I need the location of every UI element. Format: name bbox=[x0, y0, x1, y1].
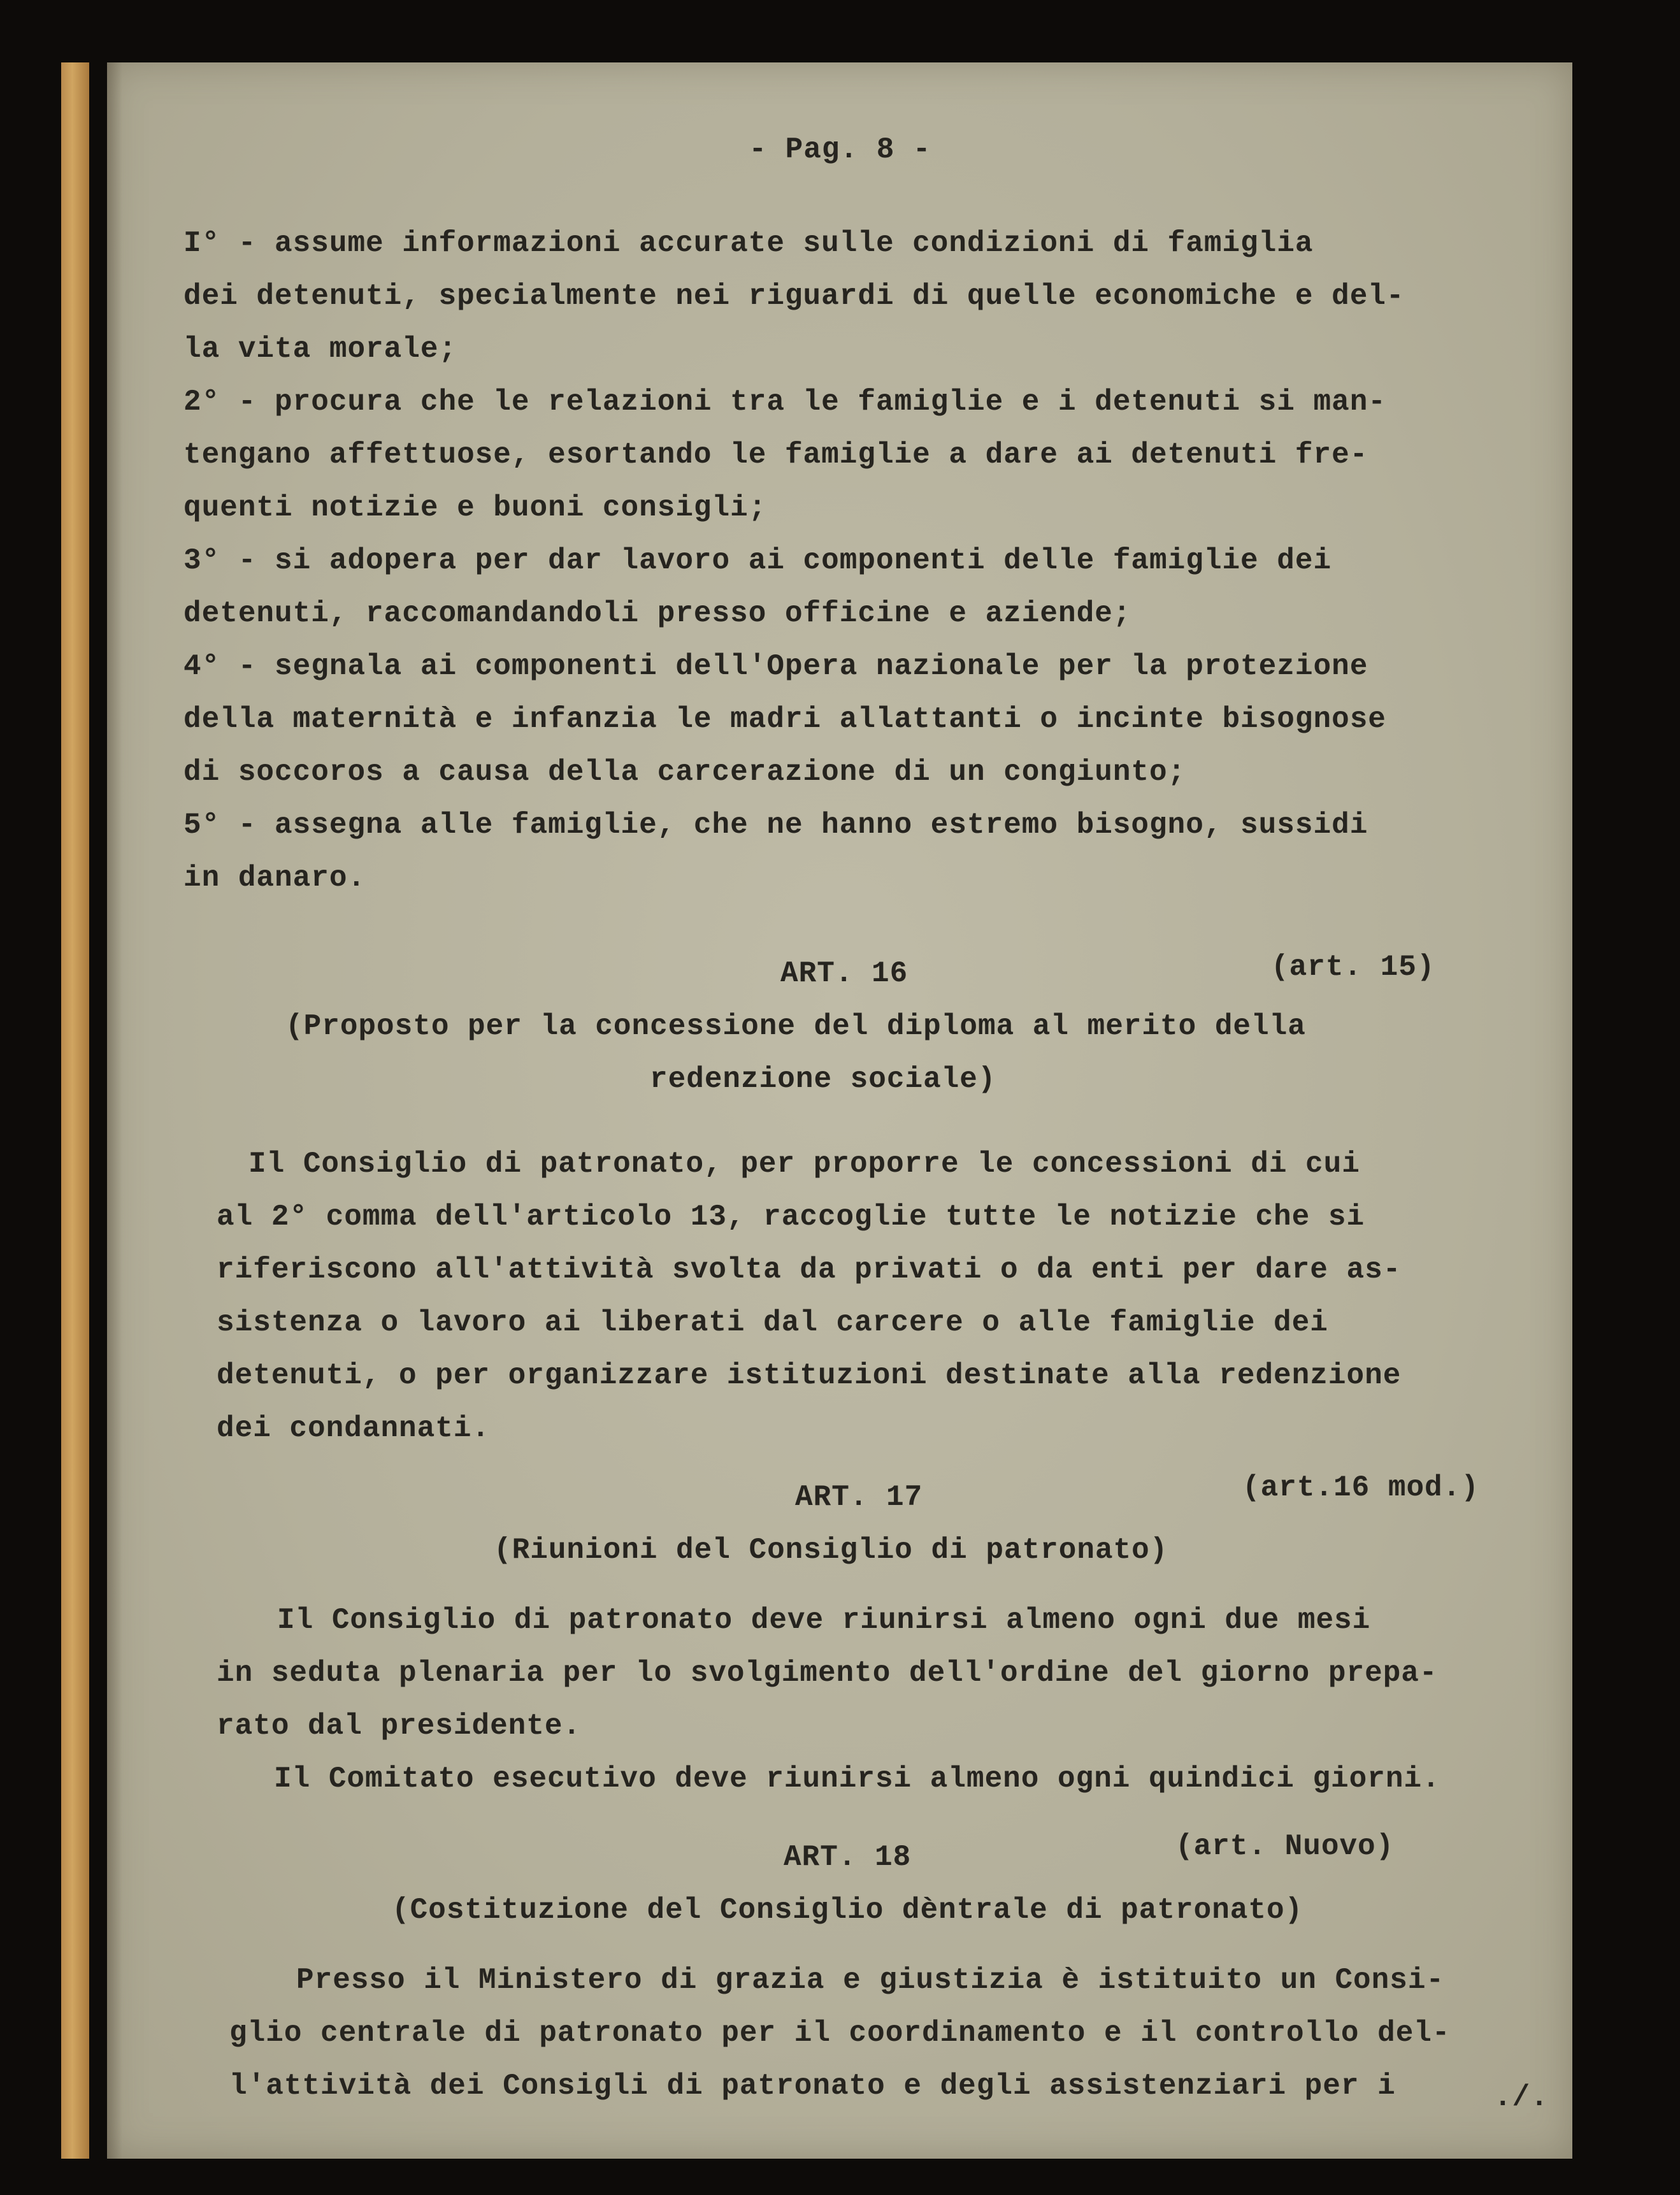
text-line-3: la vita morale; bbox=[183, 333, 457, 366]
art16-body-6: dei condannati. bbox=[217, 1412, 491, 1445]
page-header: - Pag. 8 - bbox=[749, 133, 931, 166]
art18-body-3: l'attività dei Consigli di patronato e degli assistenziari per i bbox=[229, 2069, 1396, 2103]
art16-body-2: al 2° comma dell'articolo 13, raccoglie tutte le notizie che si bbox=[217, 1200, 1365, 1234]
text-line-6: quenti notizie e buoni consigli; bbox=[183, 491, 767, 524]
art17-ref: (art.16 mod.) bbox=[1242, 1471, 1479, 1504]
art17-body-3: rato dal presidente. bbox=[217, 1709, 582, 1743]
art16-body-4: sistenza o lavoro ai liberati dal carcere o alle famiglie dei bbox=[217, 1306, 1328, 1339]
art18-heading: ART. 18 bbox=[784, 1841, 912, 1874]
art17-body-2: in seduta plenaria per lo svolgimento dell'ordine del giorno prepa- bbox=[217, 1657, 1438, 1690]
art16-body-1: Il Consiglio di patronato, per proporre le concessioni di cui bbox=[248, 1148, 1360, 1181]
text-line-1: I° - assume informazioni accurate sulle condizioni di famiglia bbox=[183, 227, 1314, 260]
text-line-7: 3° - si adopera per dar lavoro ai componenti delle famiglie dei bbox=[183, 544, 1332, 577]
art18-title: (Costituzione del Consiglio dèntrale di patronato) bbox=[392, 1894, 1303, 1927]
art16-body-5: detenuti, o per organizzare istituzioni destinate alla redenzione bbox=[217, 1359, 1402, 1392]
art16-heading: ART. 16 bbox=[780, 957, 908, 990]
art17-title: (Riunioni del Consiglio di patronato) bbox=[494, 1534, 1168, 1567]
art16-body-3: riferiscono all'attività svolta da privati o da enti per dare as- bbox=[217, 1253, 1402, 1286]
art17-body-4: Il Comitato esecutivo deve riunirsi almeno ogni quindici giorni. bbox=[274, 1762, 1440, 1796]
art18-ref: (art. Nuovo) bbox=[1175, 1830, 1395, 1863]
art18-body-1: Presso il Ministero di grazia e giustizia è istituito un Consi- bbox=[296, 1964, 1445, 1997]
text-line-2: dei detenuti, specialmente nei riguardi di quelle economiche e del- bbox=[183, 280, 1405, 313]
art16-title-1: (Proposto per la concessione del diploma al merito della bbox=[285, 1010, 1306, 1043]
text-line-8: detenuti, raccomandandoli presso officine e aziende; bbox=[183, 597, 1131, 630]
art16-title-2: redenzione sociale) bbox=[650, 1063, 996, 1096]
text-line-5: tengano affettuose, esortando le famiglie a dare ai detenuti fre- bbox=[183, 438, 1368, 471]
text-line-4: 2° - procura che le relazioni tra le famiglie e i detenuti si man- bbox=[183, 385, 1386, 419]
text-line-12: 5° - assegna alle famiglie, che ne hanno estremo bisogno, sussidi bbox=[183, 809, 1368, 842]
text-line-11: di soccoros a causa della carcerazione di un congiunto; bbox=[183, 756, 1186, 789]
continuation-mark: ./. bbox=[1494, 2081, 1549, 2114]
text-line-9: 4° - segnala ai componenti dell'Opera nazionale per la protezione bbox=[183, 650, 1368, 683]
text-line-13: in danaro. bbox=[183, 861, 366, 895]
text-line-10: della maternità e infanzia le madri allattanti o incinte bisognose bbox=[183, 703, 1386, 736]
art18-body-2: glio centrale di patronato per il coordinamento e il controllo del- bbox=[229, 2017, 1451, 2050]
art16-ref: (art. 15) bbox=[1271, 951, 1435, 984]
art17-heading: ART. 17 bbox=[795, 1481, 923, 1514]
art17-body-1: Il Consiglio di patronato deve riunirsi almeno ogni due mesi bbox=[277, 1604, 1371, 1637]
